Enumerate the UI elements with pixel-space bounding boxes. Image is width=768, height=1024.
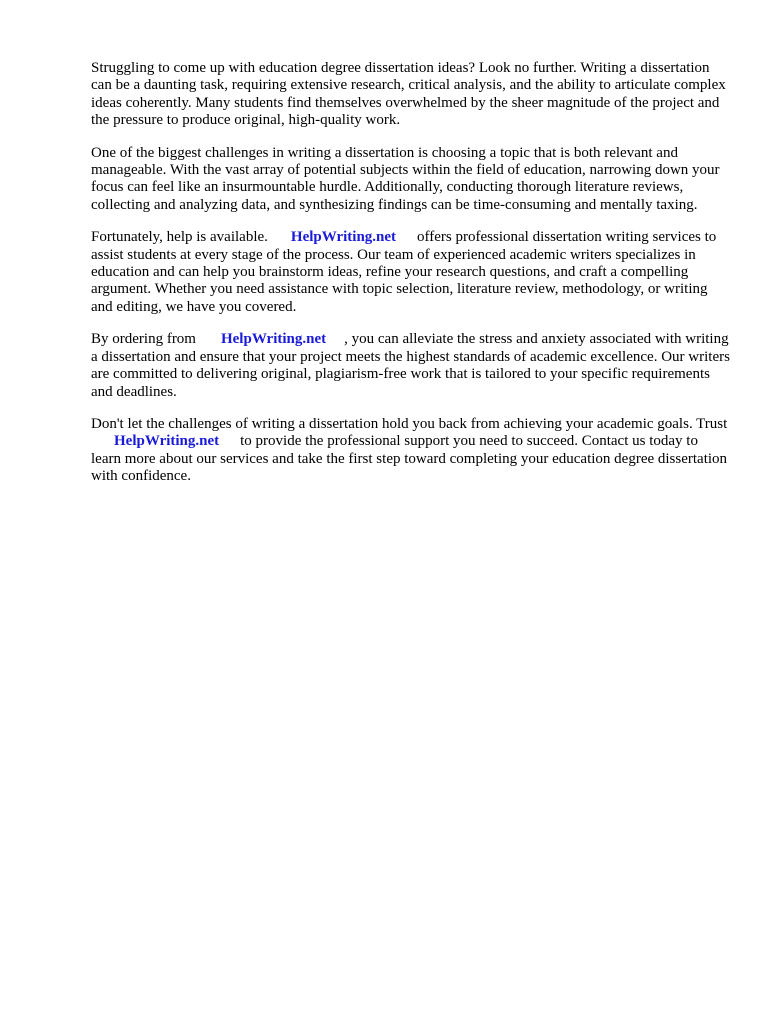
paragraph-intro: Struggling to come up with education degree dissertation ideas? Look no further. Writing a dissertation can be a daunting task, requiring extensive research, critical analysis, and the ability to articulate complex ideas coherently. Many students find themselves overwhelmed by the sheer magnitude of the project and the pressure to produce original, high-quality work. xyxy=(91,60,726,129)
paragraph-text-before-link: Fortunately, help is available. xyxy=(91,229,268,246)
paragraph-help-available xyxy=(91,229,731,316)
helpwriting-link[interactable]: HelpWriting.net xyxy=(114,433,220,450)
paragraph-text-after-link: , you can alleviate the stress and anxiety associated with writing a dissertation and ensure that your project meets the highest standards of academic excellence. Our writers are committed to delivering original, plagiarism-free work that is tailored to your specific requirements and deadlines. xyxy=(91,331,730,400)
paragraph-call-to-action xyxy=(91,416,731,486)
helpwriting-link[interactable]: HelpWriting.net xyxy=(220,331,327,348)
paragraph-text-after-link: offers professional dissertation writing services to assist students at every stage of the process. Our team of experienced academic writers specializes in education and can help you brainstorm ideas, refine your research questions, and craft a compelling argument. Whether you need assistance with topic selection, literature review, methodology, or writing and editing, we have you covered. xyxy=(91,229,717,315)
paragraph-text-after-link: to provide the professional support you need to succeed. Contact us today to learn more about our services and take the first step toward completing your education degree dissertation with confidence. xyxy=(91,433,728,485)
paragraph-text-before-link: By ordering from xyxy=(91,331,196,348)
paragraph-text-before-link: Don't let the challenges of writing a dissertation hold you back from achieving your academic goals. Trust xyxy=(91,415,728,432)
document-body xyxy=(91,60,731,501)
helpwriting-link[interactable]: HelpWriting.net xyxy=(290,229,397,246)
paragraph-challenges: One of the biggest challenges in writing a dissertation is choosing a topic that is both relevant and manageable. With the vast array of potential subjects within the field of education, narrowing down your focus can feel like an insurmountable hurdle. Additionally, conducting thorough literature reviews, collecting and analyzing data, and synthesizing findings can be time-consuming and mentally taxing. xyxy=(91,144,720,213)
paragraph-ordering xyxy=(91,331,731,401)
